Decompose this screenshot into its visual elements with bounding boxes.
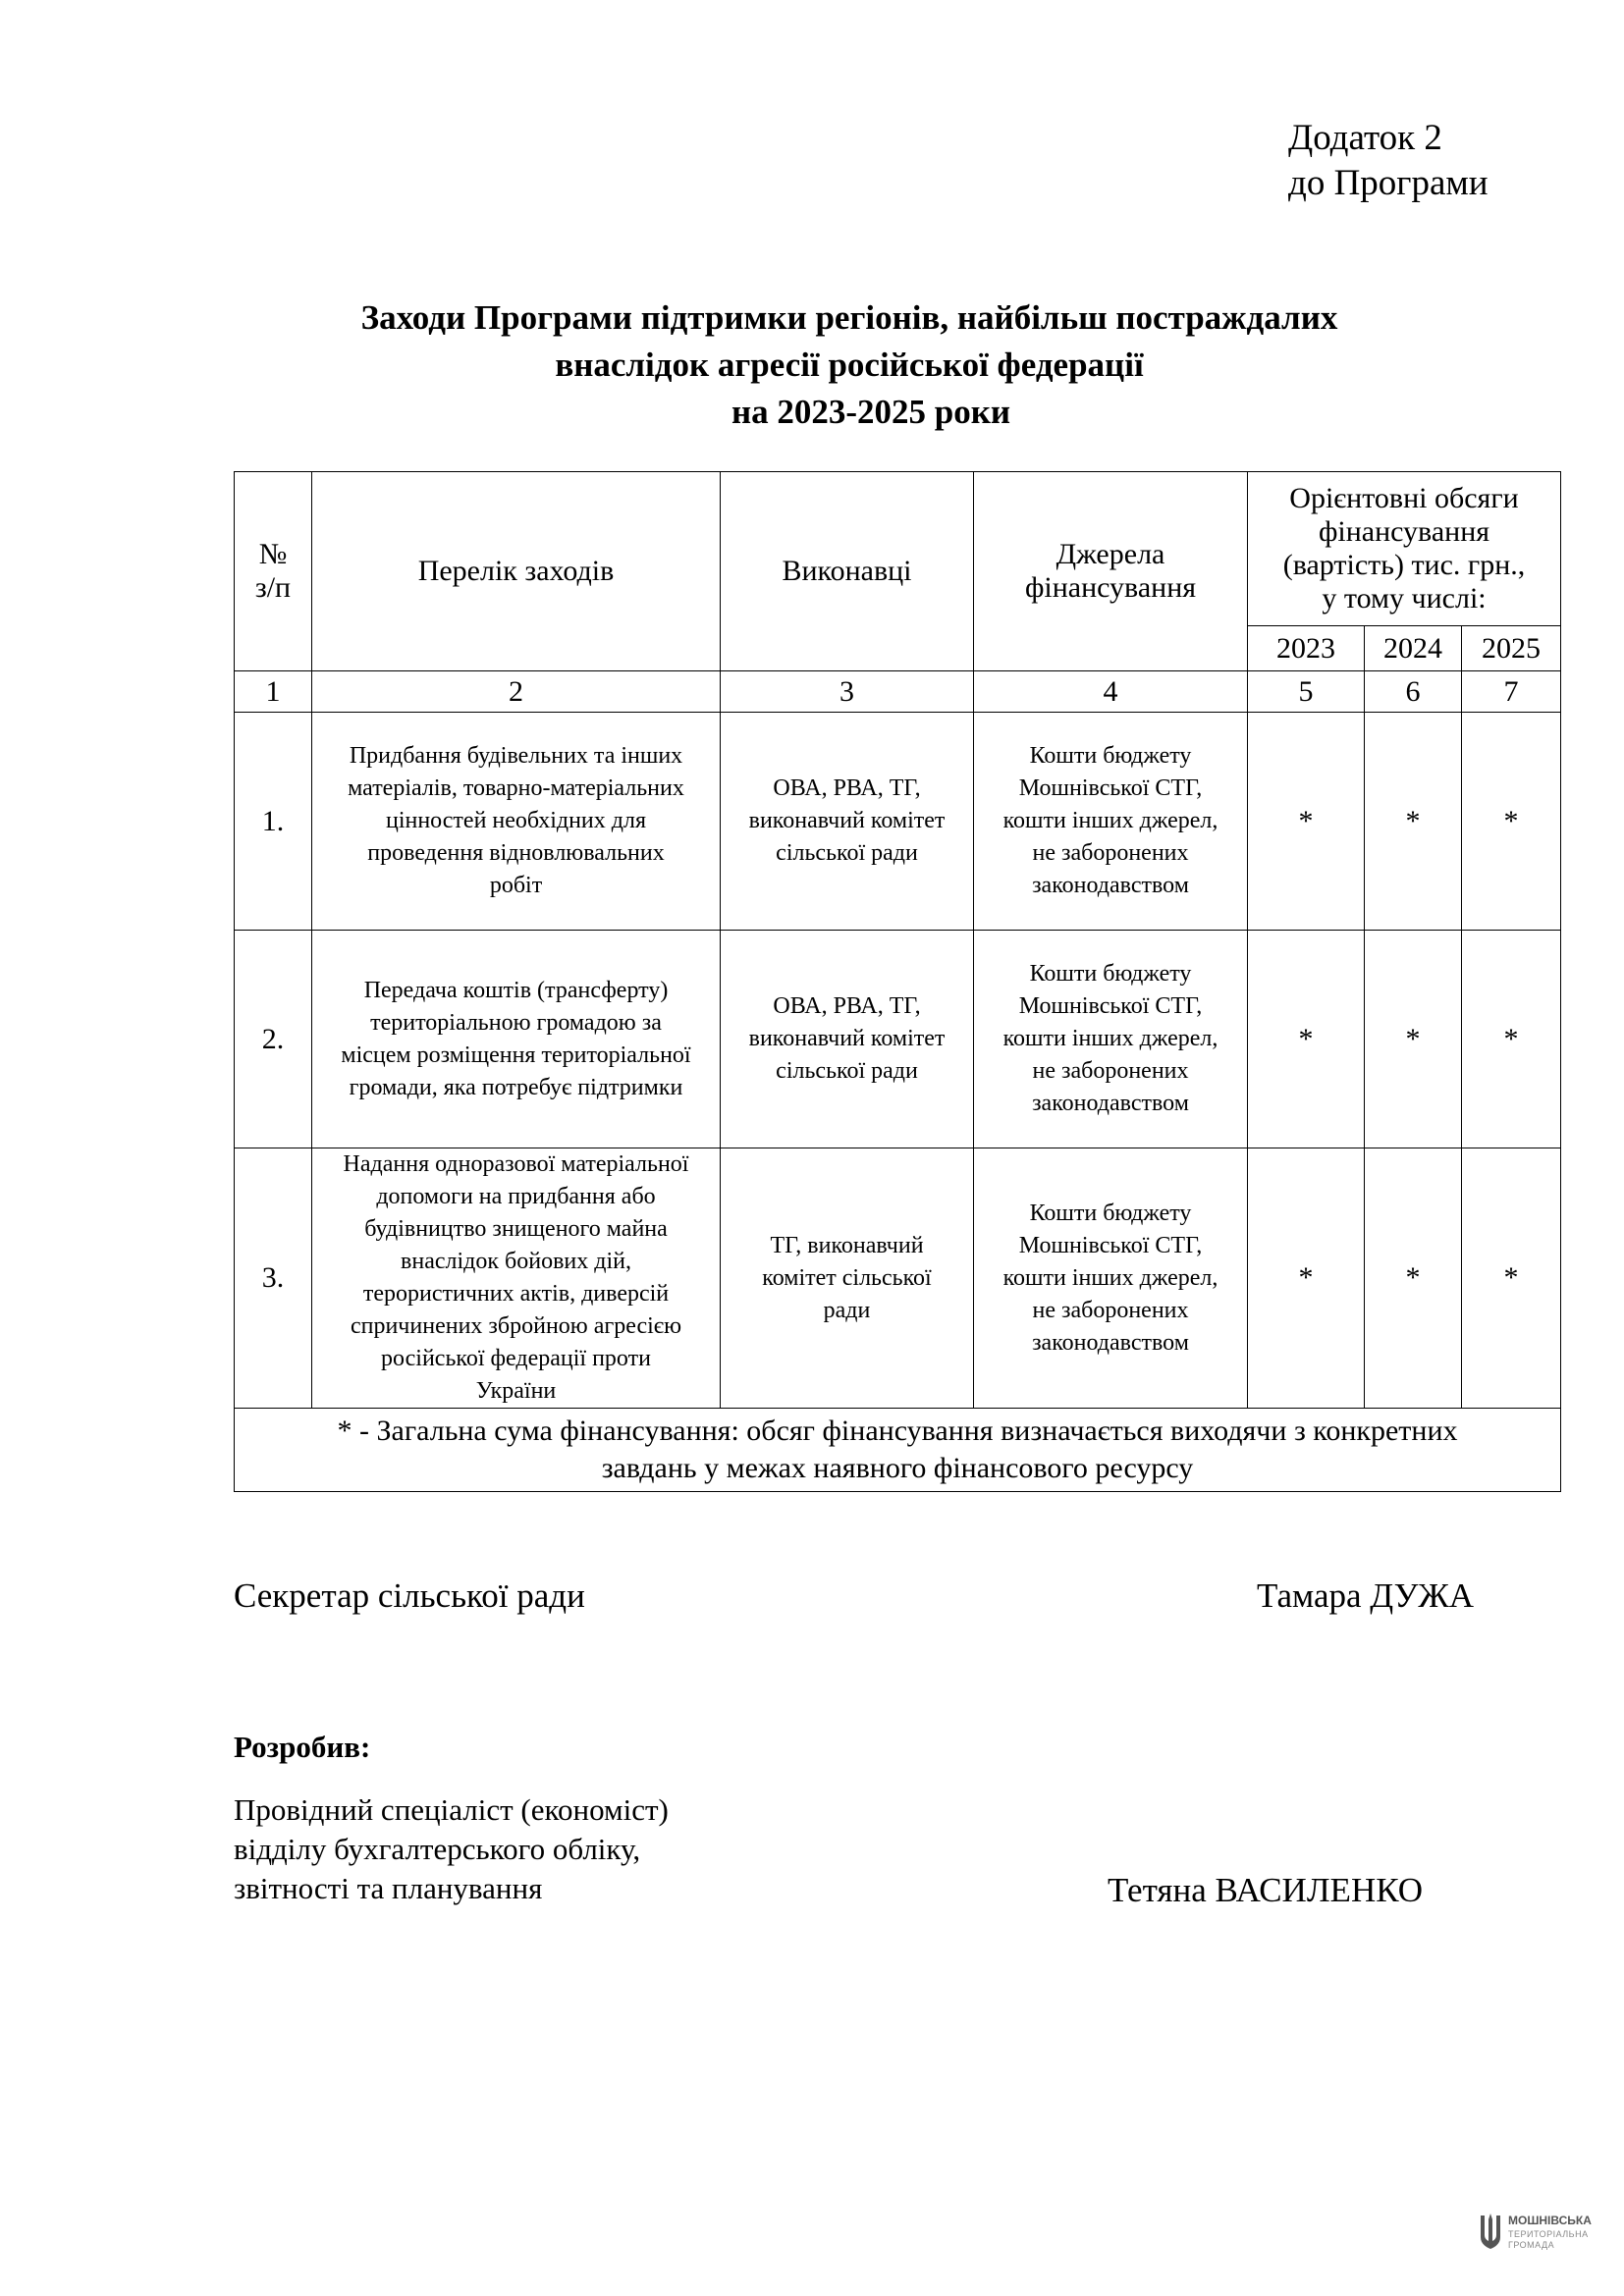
row-sources: Кошти бюджету Мошнівської СТГ, кошти інших джерел, не заборонених законодавством (974, 1148, 1248, 1409)
header-year-2025: 2025 (1462, 626, 1561, 671)
title-line3: на 2023-2025 роки (731, 393, 1011, 431)
header-funding: Орієнтовні обсяги фінансування (вартість) тис. грн., у тому числі: (1248, 472, 1561, 626)
column-number-row (235, 671, 1561, 713)
header-year-2024: 2024 (1365, 626, 1462, 671)
column-number: 5 (1248, 671, 1365, 713)
appendix-line1: Додаток 2 (1288, 118, 1442, 158)
header-row (235, 472, 1561, 626)
column-number: 6 (1365, 671, 1462, 713)
trident-icon (1479, 2212, 1502, 2251)
secretary-name: Тамара ДУЖА (1257, 1576, 1474, 1615)
measures-table (234, 471, 1561, 1492)
community-logo (1479, 2212, 1592, 2257)
title-line2: внаслідок агресії російської федерації (555, 346, 1144, 384)
row-measure: Передача коштів (трансферту) територіальною громадою за місцем розміщення територіальної громади, яка потребує підтримки (312, 931, 721, 1148)
footnote-row (235, 1409, 1561, 1492)
row-value-2025: * (1462, 1148, 1561, 1409)
table-footnote: * - Загальна сума фінансування: обсяг фінансування визначається виходячи з конкретних завдань у межах наявного фінансового ресурсу (235, 1409, 1561, 1492)
row-number: 3. (235, 1148, 312, 1409)
row-value-2024: * (1365, 931, 1462, 1148)
row-sources: Кошти бюджету Мошнівської СТГ, кошти інших джерел, не заборонених законодавством (974, 713, 1248, 931)
row-value-2025: * (1462, 931, 1561, 1148)
header-sources: Джерела фінансування (974, 472, 1248, 671)
column-number: 3 (721, 671, 974, 713)
row-sources: Кошти бюджету Мошнівської СТГ, кошти інших джерел, не заборонених законодавством (974, 931, 1248, 1148)
developer-name: Тетяна ВАСИЛЕНКО (1108, 1871, 1423, 1909)
table-row (235, 713, 1561, 931)
row-number: 1. (235, 713, 312, 931)
appendix-line2: до Програми (1288, 163, 1489, 203)
header-year-2023: 2023 (1248, 626, 1365, 671)
row-value-2023: * (1248, 1148, 1365, 1409)
row-measure: Надання одноразової матеріальної допомоги на придбання або будівництво знищеного майна внаслідок бойових дій, терористичних актів, диверсій спричинених збройною агресією російської федерації проти України (312, 1148, 721, 1409)
column-number: 1 (235, 671, 312, 713)
row-value-2024: * (1365, 1148, 1462, 1409)
row-executors: ТГ, виконавчий комітет сільської ради (721, 1148, 974, 1409)
row-value-2023: * (1248, 713, 1365, 931)
title-line1: Заходи Програми підтримки регіонів, найбільш постраждалих (360, 298, 1338, 337)
row-executors: ОВА, РВА, ТГ, виконавчий комітет сільської ради (721, 713, 974, 931)
document-title (236, 294, 1463, 436)
row-number: 2. (235, 931, 312, 1148)
table-row (235, 931, 1561, 1148)
header-executors: Виконавці (721, 472, 974, 671)
column-number: 4 (974, 671, 1248, 713)
table-row (235, 1148, 1561, 1409)
row-value-2023: * (1248, 931, 1365, 1148)
logo-line2: ТЕРИТОРІАЛЬНА (1508, 2229, 1589, 2239)
column-number: 2 (312, 671, 721, 713)
row-measure: Придбання будівельних та інших матеріалів, товарно-матеріальних цінностей необхідних для проведення відновлювальних робіт (312, 713, 721, 931)
developer-position: Провідний спеціаліст (економіст) відділу бухгалтерського обліку, звітності та планування (234, 1792, 669, 1905)
column-number: 7 (1462, 671, 1561, 713)
header-measures: Перелік заходів (312, 472, 721, 671)
appendix-label (1288, 116, 1489, 206)
row-value-2025: * (1462, 713, 1561, 931)
developed-by-label: Розробив: (234, 1730, 371, 1764)
header-number: № з/п (235, 472, 312, 671)
logo-line3: ГРОМАДА (1508, 2240, 1555, 2250)
secretary-label: Секретар сільської ради (234, 1576, 585, 1615)
logo-line1: МОШНІВСЬКА (1508, 2214, 1592, 2227)
row-value-2024: * (1365, 713, 1462, 931)
row-executors: ОВА, РВА, ТГ, виконавчий комітет сільської ради (721, 931, 974, 1148)
